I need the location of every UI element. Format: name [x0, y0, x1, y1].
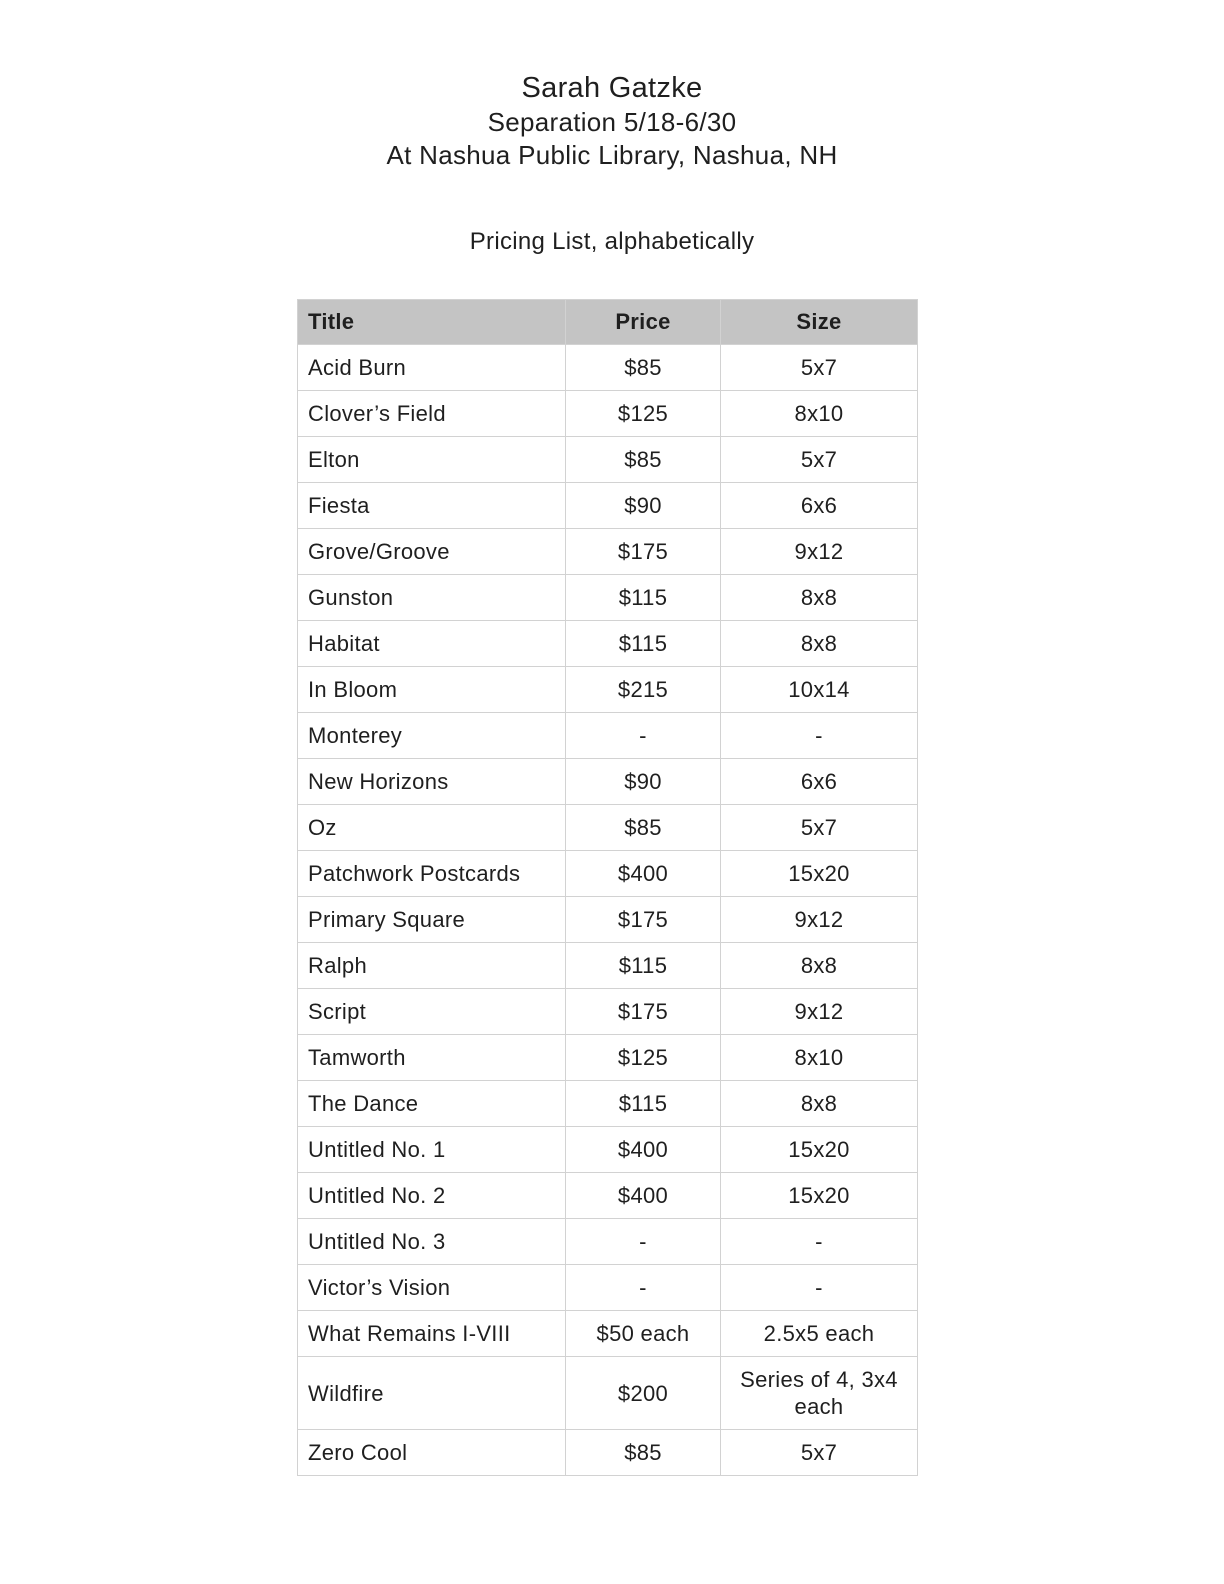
table-row [298, 759, 918, 805]
size-cell: 9x12 [721, 897, 918, 943]
size-cell: 2.5x5 each [721, 1311, 918, 1357]
table-row [298, 437, 918, 483]
price-cell: $400 [566, 1173, 721, 1219]
column-header-title: Title [298, 300, 566, 345]
pricing-table [297, 299, 918, 1476]
table-row [298, 1430, 918, 1476]
title-cell: What Remains I-VIII [298, 1311, 566, 1357]
title-cell: Tamworth [298, 1035, 566, 1081]
table-row [298, 1219, 918, 1265]
price-cell: - [566, 713, 721, 759]
table-row [298, 667, 918, 713]
table-row [298, 483, 918, 529]
size-cell: - [721, 713, 918, 759]
size-cell: 8x10 [721, 391, 918, 437]
size-cell: 8x8 [721, 943, 918, 989]
size-cell: 8x10 [721, 1035, 918, 1081]
size-cell: 5x7 [721, 437, 918, 483]
size-cell: 9x12 [721, 529, 918, 575]
title-cell: New Horizons [298, 759, 566, 805]
title-cell: Primary Square [298, 897, 566, 943]
table-row [298, 1173, 918, 1219]
price-cell: $200 [566, 1357, 721, 1430]
table-row [298, 897, 918, 943]
size-cell: Series of 4, 3x4 each [721, 1357, 918, 1430]
title-cell: Script [298, 989, 566, 1035]
price-cell: $115 [566, 575, 721, 621]
price-cell: $90 [566, 483, 721, 529]
table-row [298, 1357, 918, 1430]
price-cell: - [566, 1265, 721, 1311]
title-cell: Elton [298, 437, 566, 483]
venue-line: At Nashua Public Library, Nashua, NH [386, 140, 838, 170]
table-row [298, 943, 918, 989]
size-cell: 5x7 [721, 805, 918, 851]
table-row [298, 391, 918, 437]
title-cell: Untitled No. 3 [298, 1219, 566, 1265]
table-row [298, 575, 918, 621]
title-cell: Ralph [298, 943, 566, 989]
table-row [298, 1127, 918, 1173]
size-cell: 8x8 [721, 1081, 918, 1127]
table-row [298, 1311, 918, 1357]
table-row [298, 1035, 918, 1081]
pricing-table-body [298, 345, 918, 1476]
title-cell: Gunston [298, 575, 566, 621]
title-cell: Victor’s Vision [298, 1265, 566, 1311]
pricing-table-head [298, 300, 918, 345]
title-cell: Untitled No. 2 [298, 1173, 566, 1219]
table-row [298, 529, 918, 575]
document-header [0, 0, 1224, 172]
size-cell: 6x6 [721, 483, 918, 529]
pricing-list-subtitle: Pricing List, alphabetically [469, 228, 755, 255]
price-cell: $215 [566, 667, 721, 713]
header-row [298, 300, 918, 345]
title-cell: Clover’s Field [298, 391, 566, 437]
table-row [298, 345, 918, 391]
size-cell: 9x12 [721, 989, 918, 1035]
column-header-price: Price [566, 300, 721, 345]
size-cell: 10x14 [721, 667, 918, 713]
price-cell: $125 [566, 391, 721, 437]
title-cell: Wildfire [298, 1357, 566, 1430]
exhibition-title: Separation 5/18-6/30 [487, 107, 737, 137]
price-cell: $125 [566, 1035, 721, 1081]
table-row [298, 621, 918, 667]
size-cell: 15x20 [721, 1127, 918, 1173]
price-cell: $400 [566, 1127, 721, 1173]
title-cell: In Bloom [298, 667, 566, 713]
title-cell: Acid Burn [298, 345, 566, 391]
price-cell: $115 [566, 943, 721, 989]
price-cell: $85 [566, 437, 721, 483]
size-cell: - [721, 1265, 918, 1311]
size-cell: 8x8 [721, 621, 918, 667]
title-cell: Patchwork Postcards [298, 851, 566, 897]
title-cell: Zero Cool [298, 1430, 566, 1476]
table-row [298, 805, 918, 851]
price-cell: $175 [566, 897, 721, 943]
size-cell: 8x8 [721, 575, 918, 621]
size-cell: - [721, 1219, 918, 1265]
price-cell: $90 [566, 759, 721, 805]
table-row [298, 713, 918, 759]
title-cell: Fiesta [298, 483, 566, 529]
title-cell: Oz [298, 805, 566, 851]
title-cell: The Dance [298, 1081, 566, 1127]
price-cell: $115 [566, 1081, 721, 1127]
table-row [298, 989, 918, 1035]
price-cell: $115 [566, 621, 721, 667]
price-cell: $85 [566, 805, 721, 851]
price-cell: $50 each [566, 1311, 721, 1357]
price-cell: $175 [566, 529, 721, 575]
price-cell: $175 [566, 989, 721, 1035]
title-cell: Untitled No. 1 [298, 1127, 566, 1173]
artist-name: Sarah Gatzke [521, 72, 703, 104]
size-cell: 15x20 [721, 851, 918, 897]
size-cell: 6x6 [721, 759, 918, 805]
size-cell: 15x20 [721, 1173, 918, 1219]
price-cell: $85 [566, 1430, 721, 1476]
title-cell: Habitat [298, 621, 566, 667]
table-row [298, 1081, 918, 1127]
price-cell: $85 [566, 345, 721, 391]
column-header-size: Size [721, 300, 918, 345]
table-row [298, 851, 918, 897]
price-cell: - [566, 1219, 721, 1265]
table-row [298, 1265, 918, 1311]
title-cell: Grove/Groove [298, 529, 566, 575]
title-cell: Monterey [298, 713, 566, 759]
size-cell: 5x7 [721, 1430, 918, 1476]
size-cell: 5x7 [721, 345, 918, 391]
price-cell: $400 [566, 851, 721, 897]
